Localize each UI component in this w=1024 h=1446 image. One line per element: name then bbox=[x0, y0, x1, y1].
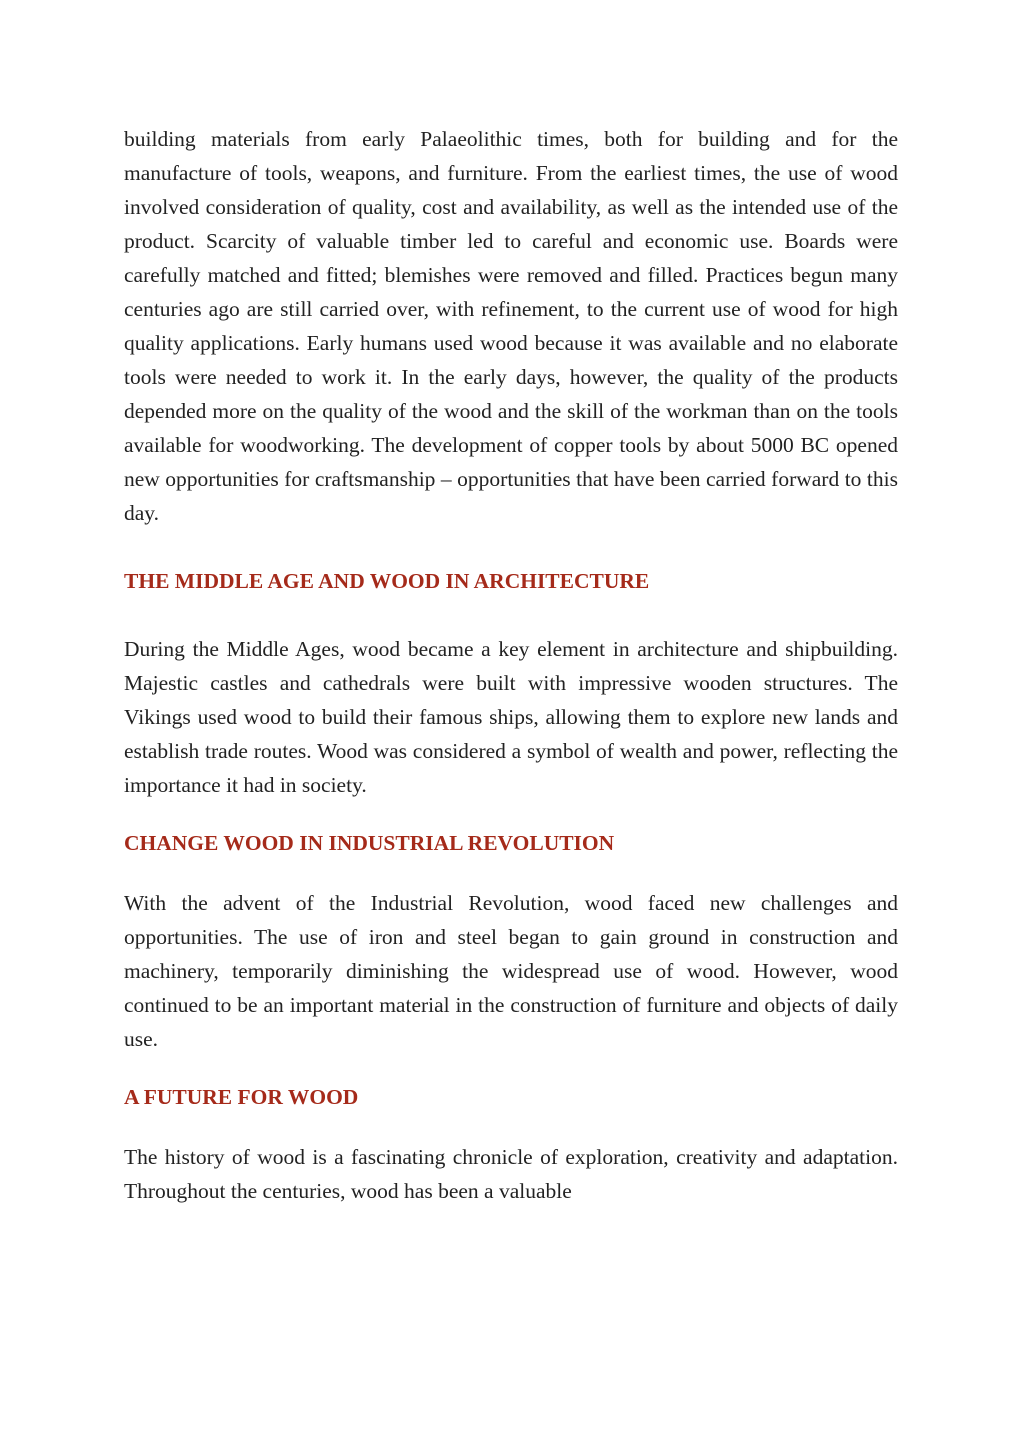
section-heading-industrial-revolution: CHANGE WOOD IN INDUSTRIAL REVOLUTION bbox=[124, 831, 615, 855]
section-heading-future: A FUTURE FOR WOOD bbox=[124, 1085, 359, 1109]
section-body-middle-age: During the Middle Ages, wood became a key element in architecture and shipbuilding. Majestic castles and cathedrals were built with impressive wooden structures. The Vikings used wood to build their famous ships, allowing them to explore new lands and establish trade routes. Wood was considered a symbol of wealth and power, reflecting the importance it had in society. bbox=[124, 637, 898, 797]
document-page bbox=[124, 122, 898, 1208]
section-heading-middle-age: THE MIDDLE AGE AND WOOD IN ARCHITECTURE bbox=[124, 569, 650, 593]
section-body-future: The history of wood is a fascinating chronicle of exploration, creativity and adaptation. Throughout the centuries, wood has been a valuable bbox=[124, 1145, 898, 1203]
section-body-industrial-revolution: With the advent of the Industrial Revolution, wood faced new challenges and opportunities. The use of iron and steel began to gain ground in construction and machinery, temporarily diminishing the widespread use of wood. However, wood continued to be an important material in the construction of furniture and objects of daily use. bbox=[124, 891, 898, 1051]
intro-paragraph: building materials from early Palaeolithic times, both for building and for the manufacture of tools, weapons, and furniture. From the earliest times, the use of wood involved consideration of quality, cost and availability, as well as the intended use of the product. Scarcity of valuable timber led to careful and economic use. Boards were carefully matched and fitted; blemishes were removed and filled. Practices begun many centuries ago are still carried over, with refinement, to the current use of wood for high quality applications. Early humans used wood because it was available and no elaborate tools were needed to work it. In the early days, however, the quality of the products depended more on the quality of the wood and the skill of the workman than on the tools available for woodworking. The development of copper tools by about 5000 BC opened new opportunities for craftsmanship – opportunities that have been carried forward to this day. bbox=[124, 127, 898, 525]
